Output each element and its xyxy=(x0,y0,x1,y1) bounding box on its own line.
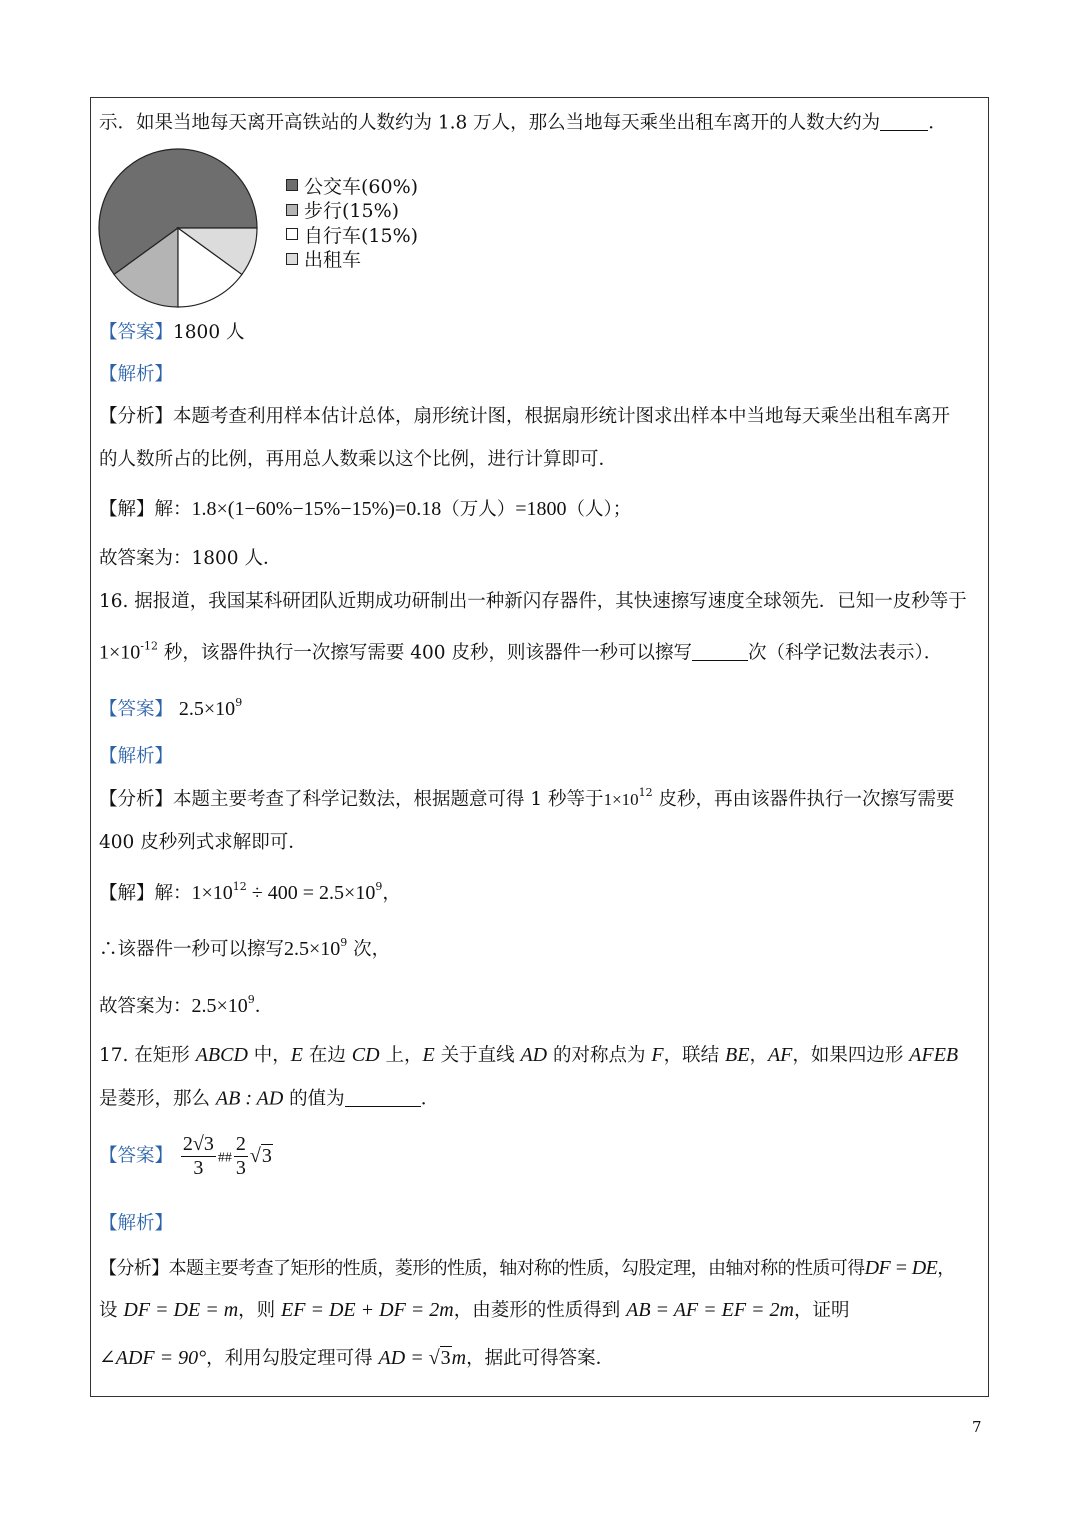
answer-blank xyxy=(880,110,928,131)
legend-item-walk: 步行(15%) xyxy=(286,198,418,223)
sqrt: √3 xyxy=(428,1347,451,1369)
legend-item-bike: 自行车(15%) xyxy=(286,222,418,247)
q15-fenxi-2: 的人数所占的比例，再用总人数乘以这个比例，进行计算即可． xyxy=(99,449,618,470)
q16-solution: 【解】解：$1\times 10^{12} \div 400 = 2.5\times 10^9$， xyxy=(99,880,401,904)
q15-stem: 示．如果当地每天离开高铁站的人数约为 1.8 万人，那么当地每天乘坐出租车离开的人数大约为 ． xyxy=(99,110,947,135)
answer-blank xyxy=(692,640,748,661)
pie-chart xyxy=(93,143,263,313)
q16-stem-2: $1\times 10^{-12}$ 秒，该器件执行一次擦写需要 400 皮秒，则该器件一秒可以擦写 次（科学记数法表示）． xyxy=(99,639,943,664)
q16-so: ∴该器件一秒可以擦写$2.5\times 10^9$ 次， xyxy=(99,936,391,960)
q15-solution: 【解】解：1.8×(1−60%−15%−15%)=0.18（万人）=1800（人）； xyxy=(99,498,632,520)
q16-final: 故答案为：$2.5\times 10^9$． xyxy=(99,993,274,1017)
q17-fenxi-3: ∠ADF = 90°，利用勾股定理可得 AD = √3m，据此可得答案． xyxy=(99,1347,615,1369)
q15-final: 故答案为：1800 人． xyxy=(99,548,282,569)
answer-fraction: $\frac{2√3}{3}$ xyxy=(182,1133,214,1179)
q16-jiexi: 【解析】 xyxy=(99,746,174,767)
q15-answer: 【答案】1800 人 xyxy=(99,322,245,343)
page-number: 7 xyxy=(972,1418,982,1436)
q17-jiexi: 【解析】 xyxy=(99,1213,174,1234)
answer-fraction-2: $\frac{2}{3}$ xyxy=(235,1133,246,1179)
legend-item-taxi: 出租车 xyxy=(286,247,418,272)
q16-fenxi-1: 【分析】本题主要考查了科学记数法，根据题意可得 1 秒等于$1\times 10^{12}$ 皮秒，再由该器件执行一次擦写需要 xyxy=(99,786,955,810)
legend-swatch xyxy=(286,204,298,216)
q17-answer: 【答案】 $\frac{2√3}{3}$ ## $\frac{2}{3}$ √3 xyxy=(99,1133,272,1179)
q16-answer: 【答案】 $2.5\times 10^9$ xyxy=(99,696,243,720)
q17-fenxi-1: 【分析】本题主要考查了矩形的性质，菱形的性质，轴对称的性质，勾股定理，由轴对称的性质可得DF = DE， xyxy=(99,1257,955,1279)
q16-stem-1: 16. 据报道，我国某科研团队近期成功研制出一种新闪存器件，其快速擦写速度全球领先．已知一皮秒等于 xyxy=(99,591,967,612)
q15-jiexi: 【解析】 xyxy=(99,364,174,385)
legend-swatch xyxy=(286,228,298,240)
legend-swatch xyxy=(286,179,298,191)
q17-fenxi-2: 设 DF = DE = m，则 EF = DE + DF = 2m，由菱形的性质得到 AB = AF = EF = 2m，证明 xyxy=(99,1299,850,1321)
answer-blank xyxy=(345,1086,421,1107)
q17-stem-1: 17. 在矩形 ABCD 中，E 在边 CD 上，E 关于直线 AD 的对称点为 F，联结 BE，AF，如果四边形 AFEB xyxy=(99,1044,959,1066)
sqrt: √3 xyxy=(249,1144,272,1167)
legend-swatch xyxy=(286,253,298,265)
legend-item-bus: 公交车(60%) xyxy=(286,173,418,198)
pie-legend xyxy=(286,173,418,271)
q17-stem-2: 是菱形，那么 AB : AD 的值为 ． xyxy=(99,1087,440,1110)
q15-fenxi-1: 【分析】本题考查利用样本估计总体，扇形统计图，根据扇形统计图求出样本中当地每天乘坐出租车离开 xyxy=(99,406,951,427)
q16-fenxi-2: 400 皮秒列式求解即可． xyxy=(99,832,307,853)
